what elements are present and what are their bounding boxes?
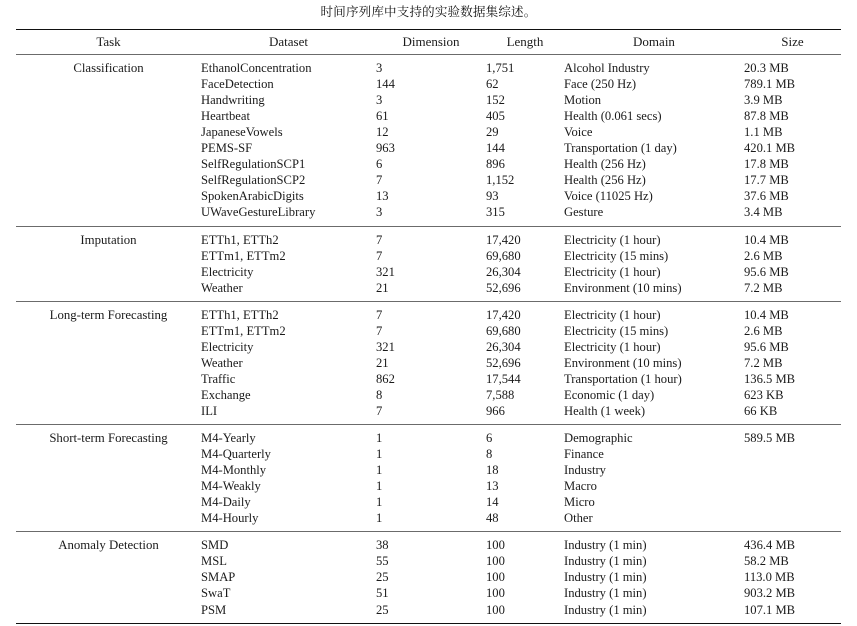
- cell-size: 2.6 MB: [744, 248, 783, 263]
- cell-domain: Transportation (1 day): [564, 141, 677, 156]
- cell-length: 29: [486, 125, 499, 140]
- cell-size: 3.4 MB: [744, 205, 783, 220]
- table-group: [16, 425, 841, 532]
- cell-dataset: M4-Hourly: [201, 511, 259, 526]
- cell-size: 37.6 MB: [744, 189, 789, 204]
- cell-length: 13: [486, 479, 499, 494]
- cell-domain: Voice (11025 Hz): [564, 189, 653, 204]
- cell-domain: Industry (1 min): [564, 554, 647, 569]
- table-group: [16, 532, 841, 623]
- cell-size: 7.2 MB: [744, 280, 783, 295]
- cell-size: 789.1 MB: [744, 77, 796, 92]
- cell-length: 100: [486, 532, 564, 554]
- cell-dataset: Traffic: [201, 371, 236, 386]
- cell-dataset: Weather: [201, 280, 243, 295]
- table-caption: 时间序列库中支持的实验数据集综述。: [320, 4, 537, 19]
- cell-length: 69,680: [486, 323, 521, 338]
- cell-dataset: ETTm1, ETTm2: [201, 323, 286, 338]
- cell-domain: Electricity (1 hour): [564, 264, 661, 279]
- cell-domain: Health (256 Hz): [564, 173, 646, 188]
- cell-dataset: JapaneseVowels: [201, 125, 283, 140]
- cell-dataset: Electricity: [201, 339, 254, 354]
- cell-length: 100: [486, 554, 505, 569]
- cell-domain: Alcohol Industry: [564, 55, 744, 77]
- cell-size: 1.1 MB: [744, 125, 783, 140]
- cell-dataset: SwaT: [201, 586, 231, 601]
- cell-length: 62: [486, 77, 499, 92]
- task-group-label: Imputation: [16, 226, 201, 301]
- cell-dimension: 6: [376, 157, 383, 172]
- cell-length: 26,304: [486, 264, 521, 279]
- cell-dimension: 7: [376, 301, 486, 323]
- cell-size: 623 KB: [744, 387, 784, 402]
- cell-dataset: Weather: [201, 355, 243, 370]
- cell-dimension: 1: [376, 425, 486, 447]
- cell-size: 107.1 MB: [744, 602, 796, 617]
- cell-size: 420.1 MB: [744, 141, 796, 156]
- cell-domain: Industry (1 min): [564, 586, 647, 601]
- cell-length: 18: [486, 463, 499, 478]
- cell-size: 903.2 MB: [744, 586, 796, 601]
- cell-domain: Health (0.061 secs): [564, 109, 662, 124]
- cell-size: 17.8 MB: [744, 157, 789, 172]
- cell-size-merged: 589.5 MB: [744, 425, 841, 532]
- cell-domain: Electricity (1 hour): [564, 301, 744, 323]
- table-row: [16, 532, 841, 554]
- cell-length: 52,696: [486, 355, 521, 370]
- cell-dataset: PEMS-SF: [201, 141, 253, 156]
- column-header-length: Length: [486, 30, 564, 55]
- cell-length: 100: [486, 586, 505, 601]
- cell-length: 17,420: [486, 226, 564, 248]
- cell-length: 144: [486, 141, 505, 156]
- table-bottom-rule: [16, 623, 841, 626]
- column-header-task: Task: [16, 30, 201, 55]
- cell-dataset: MSL: [201, 554, 227, 569]
- cell-dimension: 38: [376, 532, 486, 554]
- cell-size: 136.5 MB: [744, 371, 796, 386]
- cell-dimension: 7: [376, 173, 383, 188]
- cell-dimension: 55: [376, 554, 389, 569]
- cell-dimension: 1: [376, 463, 383, 478]
- cell-dataset: PSM: [201, 602, 227, 617]
- table-row: [16, 425, 841, 447]
- cell-dimension: 25: [376, 602, 389, 617]
- cell-dimension: 1: [376, 511, 383, 526]
- table-group: [16, 301, 841, 424]
- cell-dimension: 963: [376, 141, 395, 156]
- cell-domain: Macro: [564, 479, 597, 494]
- column-header-dataset: Dataset: [201, 30, 376, 55]
- cell-dimension: 7: [376, 323, 383, 338]
- cell-dataset: M4-Yearly: [201, 425, 376, 447]
- cell-dimension: 12: [376, 125, 389, 140]
- cell-dimension: 7: [376, 226, 486, 248]
- task-group-label: Classification: [16, 55, 201, 226]
- cell-domain: Demographic: [564, 425, 744, 447]
- cell-domain: Industry (1 min): [564, 602, 647, 617]
- bottom-rule: [16, 623, 841, 626]
- cell-length: 52,696: [486, 280, 521, 295]
- cell-domain: Motion: [564, 93, 602, 108]
- cell-dataset: ILI: [201, 403, 218, 418]
- cell-dataset: M4-Daily: [201, 495, 251, 510]
- cell-dimension: 3: [376, 205, 383, 220]
- dataset-summary-table: [16, 29, 841, 626]
- cell-dataset: M4-Monthly: [201, 463, 267, 478]
- table-row: [16, 55, 841, 77]
- cell-domain: Electricity (1 hour): [564, 339, 661, 354]
- cell-dataset: Exchange: [201, 387, 251, 402]
- cell-domain: Health (1 week): [564, 403, 646, 418]
- cell-domain: Electricity (1 hour): [564, 226, 744, 248]
- table-group: [16, 226, 841, 301]
- table-header: [16, 30, 841, 55]
- column-header-size: Size: [744, 30, 841, 55]
- cell-dimension: 21: [376, 355, 389, 370]
- cell-domain: Transportation (1 hour): [564, 371, 682, 386]
- cell-dataset: ETTh1, ETTh2: [201, 226, 376, 248]
- cell-dataset: UWaveGestureLibrary: [201, 205, 316, 220]
- cell-dimension: 7: [376, 248, 383, 263]
- table-group: [16, 55, 841, 226]
- cell-domain: Industry: [564, 463, 606, 478]
- cell-dataset: M4-Weakly: [201, 479, 261, 494]
- dataset-table-container: [16, 29, 841, 626]
- task-group-label: Anomaly Detection: [16, 532, 201, 623]
- cell-domain: Voice: [564, 125, 593, 140]
- cell-length: 93: [486, 189, 499, 204]
- cell-length: 100: [486, 570, 505, 585]
- cell-dimension: 321: [376, 339, 395, 354]
- cell-length: 1,152: [486, 173, 515, 188]
- cell-length: 896: [486, 157, 505, 172]
- cell-size: 3.9 MB: [744, 93, 783, 108]
- column-header-domain: Domain: [564, 30, 744, 55]
- cell-dimension: 7: [376, 403, 383, 418]
- cell-dataset: EthanolConcentration: [201, 55, 376, 77]
- cell-dataset: Handwriting: [201, 93, 265, 108]
- cell-length: 6: [486, 425, 564, 447]
- cell-domain: Electricity (15 mins): [564, 323, 669, 338]
- cell-dimension: 3: [376, 93, 383, 108]
- cell-length: 17,544: [486, 371, 521, 386]
- cell-dimension: 1: [376, 495, 383, 510]
- cell-dimension: 8: [376, 387, 383, 402]
- cell-domain: Finance: [564, 447, 604, 462]
- cell-dimension: 144: [376, 77, 395, 92]
- cell-length: 315: [486, 205, 505, 220]
- cell-size: 87.8 MB: [744, 109, 789, 124]
- cell-size: 2.6 MB: [744, 323, 783, 338]
- cell-length: 966: [486, 403, 505, 418]
- cell-length: 152: [486, 93, 505, 108]
- table-header-row: [16, 30, 841, 55]
- cell-dataset: SpokenArabicDigits: [201, 189, 304, 204]
- cell-dataset: SelfRegulationSCP2: [201, 173, 306, 188]
- cell-dataset: ETTh1, ETTh2: [201, 301, 376, 323]
- cell-length: 69,680: [486, 248, 521, 263]
- cell-dimension: 61: [376, 109, 389, 124]
- cell-length: 8: [486, 447, 493, 462]
- cell-domain: Face (250 Hz): [564, 77, 637, 92]
- cell-dimension: 3: [376, 55, 486, 77]
- table-row: [16, 226, 841, 248]
- cell-dataset: Heartbeat: [201, 109, 250, 124]
- cell-domain: Micro: [564, 495, 595, 510]
- cell-size: 436.4 MB: [744, 532, 841, 554]
- cell-domain: Electricity (15 mins): [564, 248, 669, 263]
- cell-length: 405: [486, 109, 505, 124]
- cell-size: 66 KB: [744, 403, 778, 418]
- cell-domain: Environment (10 mins): [564, 355, 682, 370]
- cell-length: 26,304: [486, 339, 521, 354]
- task-group-label: Short-term Forecasting: [16, 425, 201, 532]
- cell-size: 17.7 MB: [744, 173, 789, 188]
- cell-size: 95.6 MB: [744, 339, 789, 354]
- cell-dimension: 862: [376, 371, 395, 386]
- table-row: [16, 301, 841, 323]
- cell-length: 1,751: [486, 55, 564, 77]
- cell-size: 20.3 MB: [744, 55, 841, 77]
- cell-length: 7,588: [486, 387, 515, 402]
- cell-dimension: 13: [376, 189, 389, 204]
- cell-dimension: 321: [376, 264, 395, 279]
- cell-dataset: SMD: [201, 532, 376, 554]
- cell-domain: Industry (1 min): [564, 570, 647, 585]
- cell-dataset: SMAP: [201, 570, 236, 585]
- cell-dimension: 1: [376, 447, 383, 462]
- cell-domain: Gesture: [564, 205, 604, 220]
- cell-size: 10.4 MB: [744, 301, 841, 323]
- cell-domain: Economic (1 day): [564, 387, 655, 402]
- cell-size: 113.0 MB: [744, 570, 795, 585]
- bottom-rule-row: [16, 623, 841, 626]
- cell-dataset: M4-Quarterly: [201, 447, 271, 462]
- cell-dataset: SelfRegulationSCP1: [201, 157, 306, 172]
- cell-size: 10.4 MB: [744, 226, 841, 248]
- task-group-label: Long-term Forecasting: [16, 301, 201, 424]
- cell-length: 100: [486, 602, 505, 617]
- cell-dimension: 51: [376, 586, 389, 601]
- cell-domain: Industry (1 min): [564, 532, 744, 554]
- cell-length: 17,420: [486, 301, 564, 323]
- cell-dataset: ETTm1, ETTm2: [201, 248, 286, 263]
- cell-dimension: 21: [376, 280, 389, 295]
- cell-dimension: 1: [376, 479, 383, 494]
- cell-dimension: 25: [376, 570, 389, 585]
- cell-domain: Environment (10 mins): [564, 280, 682, 295]
- cell-size: 7.2 MB: [744, 355, 783, 370]
- cell-size: 95.6 MB: [744, 264, 789, 279]
- column-header-dimension: Dimension: [376, 30, 486, 55]
- cell-size: 58.2 MB: [744, 554, 789, 569]
- cell-domain: Other: [564, 511, 593, 526]
- cell-length: 48: [486, 511, 499, 526]
- cell-length: 14: [486, 495, 499, 510]
- cell-dataset: Electricity: [201, 264, 254, 279]
- cell-dataset: FaceDetection: [201, 77, 274, 92]
- cell-domain: Health (256 Hz): [564, 157, 646, 172]
